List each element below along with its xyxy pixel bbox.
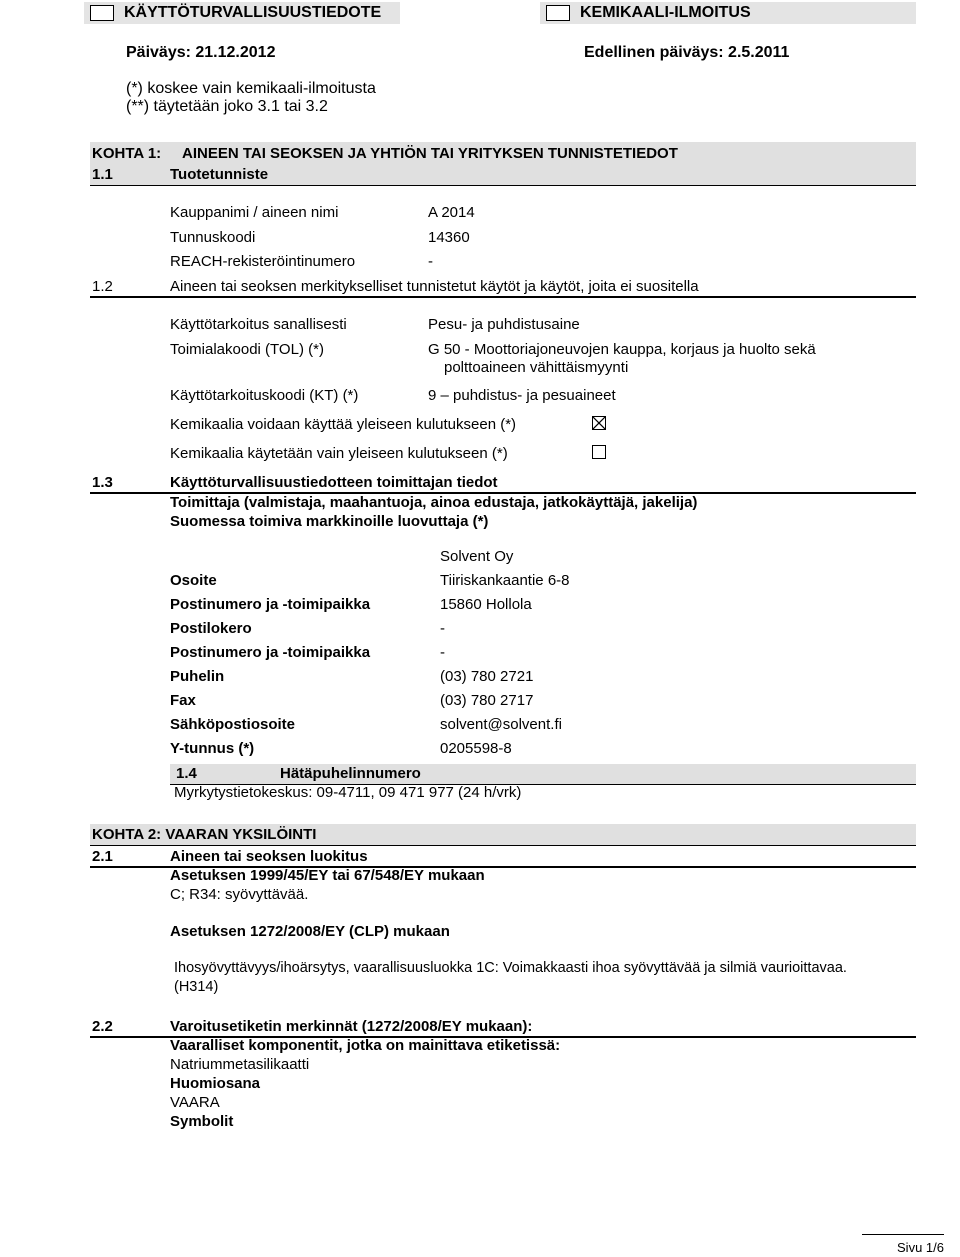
pobox-value: - — [440, 620, 445, 637]
previous-date: Edellinen päiväys: 2.5.2011 — [584, 44, 790, 61]
reach-label: REACH-rekisteröintinumero — [170, 253, 356, 270]
fax-value: (03) 780 2717 — [440, 692, 534, 709]
components-title: Vaaralliset komponentit, jotka on mainittava etiketissä: — [170, 1037, 561, 1054]
postal-value: 15860 Hollola — [440, 596, 532, 613]
checked-x-icon — [592, 416, 606, 430]
supplier-line-2: Suomessa toimiva markkinoille luovuttaja (*) — [170, 513, 489, 530]
trade-name-value: A 2014 — [428, 204, 475, 221]
emergency-text: Myrkytystietokeskus: 09-4711, 09 471 977 (24 h/vrk) — [174, 784, 522, 801]
subsection-1-4-title: Hätäpuhelinnumero — [280, 765, 421, 782]
page-number: Sivu 1/6 — [897, 1240, 944, 1255]
use-label: Käyttötarkoitus sanallisesti — [170, 316, 347, 333]
tol-label: Toimialakoodi (TOL) (*) — [170, 341, 324, 358]
subsection-1-4-header — [170, 764, 916, 785]
section-1-header — [90, 142, 916, 165]
subsection-1-2-number: 1.2 — [92, 278, 113, 295]
fax-label: Fax — [170, 692, 196, 709]
component: Natriummetasilikaatti — [170, 1056, 310, 1073]
clp-title: Asetuksen 1272/2008/EY (CLP) mukaan — [170, 923, 450, 940]
note-2: (**) täytetään joko 3.1 tai 3.2 — [126, 98, 328, 115]
subsection-2-1-number: 2.1 — [92, 848, 113, 865]
note-1: (*) koskee vain kemikaali-ilmoitusta — [126, 80, 376, 97]
chem-notice-label: KEMIKAALI-ILMOITUS — [580, 4, 751, 21]
chem-notice-checkbox[interactable] — [546, 5, 570, 21]
subsection-2-1-title: Aineen tai seoksen luokitus — [170, 848, 368, 865]
subsection-2-2-title: Varoitusetiketin merkinnät (1272/2008/EY mukaan): — [170, 1018, 533, 1035]
msds-label: KÄYTTÖTURVALLISUUSTIEDOTE — [124, 4, 382, 21]
subsection-1-2-title: Aineen tai seoksen merkitykselliset tunnistetut käytöt ja käytöt, joita ei suositella — [170, 278, 699, 295]
header-box-msds — [84, 2, 400, 24]
consumer-only-label: Kemikaalia käytetään vain yleiseen kulutukseen (*) — [170, 445, 508, 462]
email-label: Sähköpostiosoite — [170, 716, 296, 733]
footer-rule — [862, 1234, 944, 1235]
dsd-value: C; R34: syövyttävää. — [170, 886, 309, 903]
tol-value-line-2: polttoaineen vähittäismyynti — [444, 359, 629, 376]
postal-2-value: - — [440, 644, 445, 661]
subsection-1-2-rule — [90, 296, 916, 298]
clp-line-1: Ihosyövyttävyys/ihoärsytys, vaarallisuusluokka 1C: Voimakkaasti ihoa syövyttävää ja silmiä vaurioittavaa. — [174, 960, 847, 976]
company-name: Solvent Oy — [440, 548, 514, 565]
kt-value: 9 – puhdistus- ja pesuaineet — [428, 387, 616, 404]
phone-value: (03) 780 2721 — [440, 668, 534, 685]
subsection-1-1-title: Tuotetunniste — [170, 166, 269, 183]
warning-title: Huomiosana — [170, 1075, 261, 1092]
address-value: Tiiriskankaantie 6-8 — [440, 572, 570, 589]
date: Päiväys: 21.12.2012 — [126, 44, 276, 61]
ytunnus-label: Y-tunnus (*) — [170, 740, 255, 757]
subsection-1-1-number: 1.1 — [92, 166, 113, 183]
subsection-1-1-header — [90, 164, 916, 186]
consumer-only-checkbox[interactable] — [592, 445, 606, 459]
pobox-label: Postilokero — [170, 620, 252, 637]
subsection-2-2-number: 2.2 — [92, 1018, 113, 1035]
section-2-header — [90, 824, 916, 846]
dsd-title: Asetuksen 1999/45/EY tai 67/548/EY mukaan — [170, 867, 485, 884]
subsection-1-3-title: Käyttöturvallisuustiedotteen toimittajan tiedot — [170, 474, 498, 491]
postal-label: Postinumero ja -toimipaikka — [170, 596, 371, 613]
symbols-title: Symbolit — [170, 1113, 234, 1130]
reach-value: - — [428, 253, 433, 270]
section-2-title: KOHTA 2: VAARAN YKSILÖINTI — [92, 826, 317, 843]
subsection-1-3-number: 1.3 — [92, 474, 113, 491]
use-value: Pesu- ja puhdistusaine — [428, 316, 580, 333]
subsection-1-4-number: 1.4 — [176, 765, 197, 782]
postal-2-label: Postinumero ja -toimipaikka — [170, 644, 371, 661]
phone-label: Puhelin — [170, 668, 225, 685]
section-1-title: AINEEN TAI SEOKSEN JA YHTIÖN TAI YRITYKSEN TUNNISTETIEDOT — [182, 145, 678, 162]
code-label: Tunnuskoodi — [170, 229, 256, 246]
consumer-use-checkbox[interactable] — [592, 416, 606, 430]
address-label: Osoite — [170, 572, 217, 589]
code-value: 14360 — [428, 229, 470, 246]
trade-name-label: Kauppanimi / aineen nimi — [170, 204, 339, 221]
msds-checkbox[interactable] — [90, 5, 114, 21]
consumer-use-label: Kemikaalia voidaan käyttää yleiseen kulutukseen (*) — [170, 416, 517, 433]
tol-value-line-1: G 50 - Moottoriajoneuvojen kauppa, korjaus ja huolto sekä — [428, 341, 816, 358]
section-1-number: KOHTA 1: — [92, 145, 162, 162]
header-box-chem-notice — [540, 2, 916, 24]
warning-value: VAARA — [170, 1094, 220, 1111]
clp-line-2: (H314) — [174, 979, 219, 995]
email-value: solvent@solvent.fi — [440, 716, 562, 733]
supplier-line-1: Toimittaja (valmistaja, maahantuoja, ainoa edustaja, jatkokäyttäjä, jakelija) — [170, 494, 698, 511]
kt-label: Käyttötarkoituskoodi (KT) (*) — [170, 387, 359, 404]
ytunnus-value: 0205598-8 — [440, 740, 512, 757]
